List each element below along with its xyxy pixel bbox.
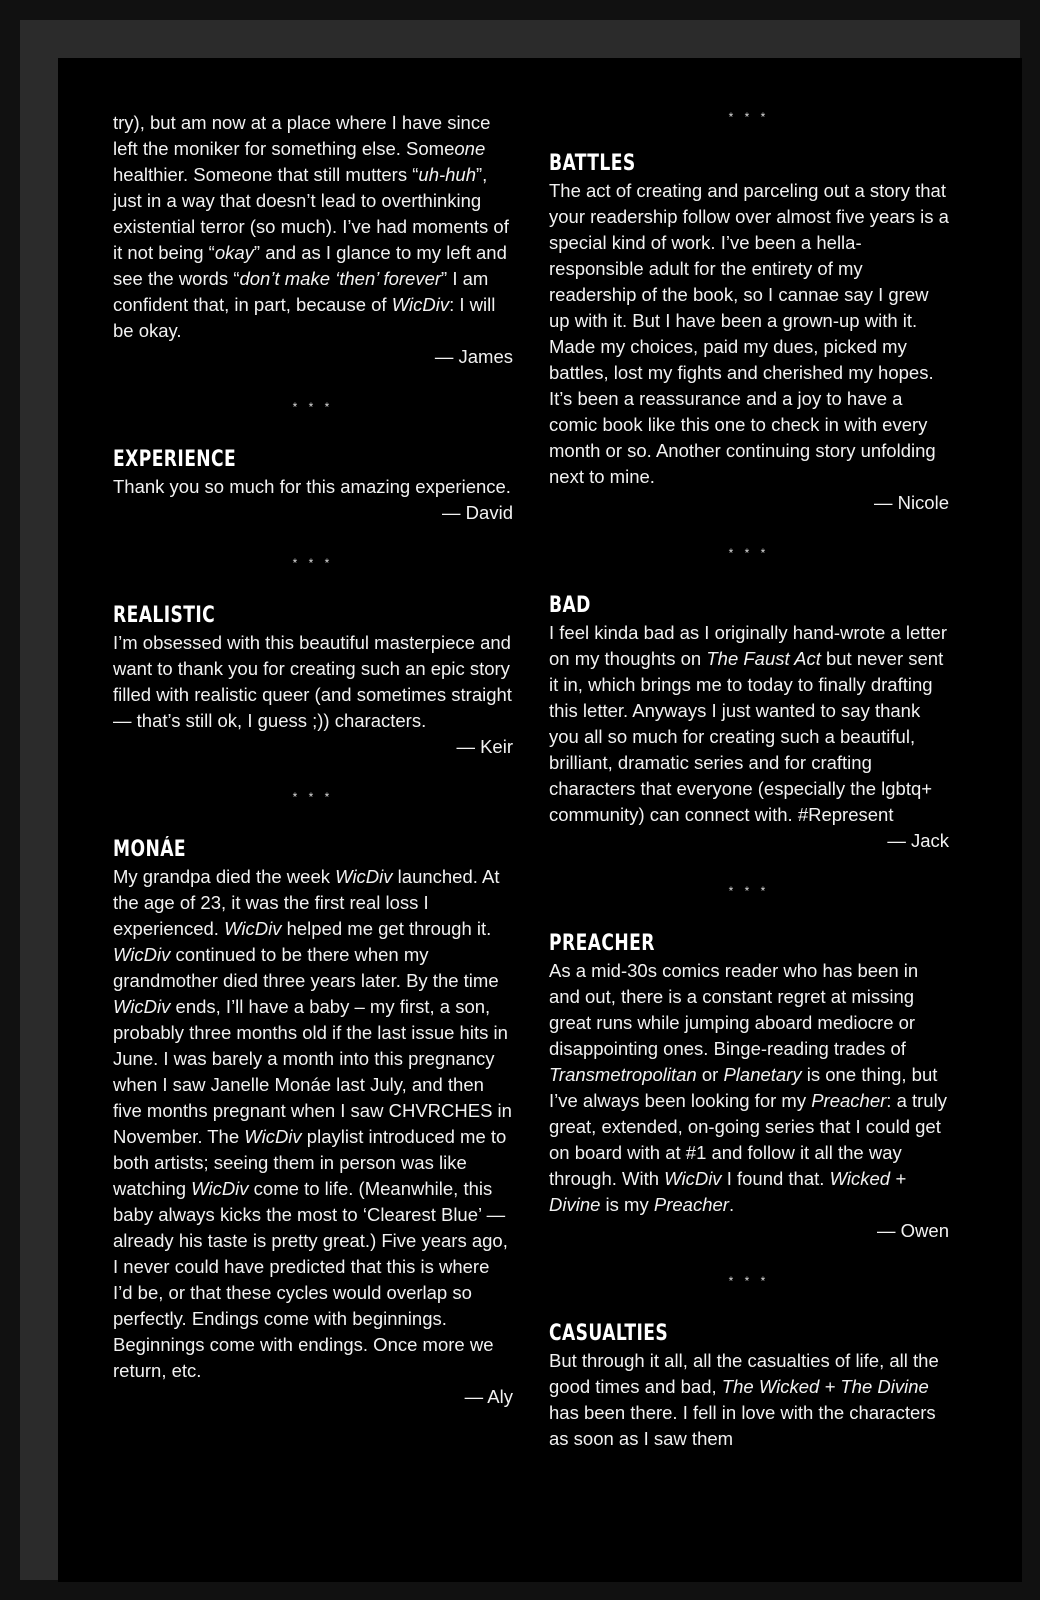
- emphasis: WicDiv: [391, 294, 450, 315]
- page-frame: [20, 20, 1020, 1580]
- text: : a truly great, extended, on-going series that I could get on board with at #1 and follow it all the way through. With: [549, 1090, 947, 1189]
- emphasis: The Faust Act: [706, 648, 821, 669]
- letter-heading: PREACHER: [549, 931, 655, 956]
- text: but never sent it in, which brings me to today to finally drafting this letter. Anyways I just wanted to say thank you all so much for creating such a beautiful, brilliant, dramatic series and for crafting characters that everyone (especially the lgbtq+ community) can connect with. #Represent: [549, 648, 944, 825]
- letter-signature: — Nicole: [873, 492, 949, 513]
- letter-heading: EXPERIENCE: [113, 447, 237, 472]
- text: playlist introduced me to both artists; seeing them in person was like watching: [113, 1126, 507, 1199]
- text: ” I am confident that, in part, because of: [113, 268, 489, 315]
- emphasis: WicDiv: [191, 1178, 249, 1199]
- text: My grandpa died the week: [113, 866, 336, 887]
- emphasis: WicDiv: [244, 1126, 302, 1147]
- letter-casualties: [549, 1320, 949, 1452]
- letter-body: I’m obsessed with this beautiful masterpiece and want to thank you for creating such an epic story filled with realistic queer (and sometimes straight — that’s still ok, I guess ;)) characters.: [113, 632, 512, 731]
- text: has been there. I fell in love with the characters as soon as I saw them: [549, 1402, 936, 1449]
- emphasis: WicDiv: [335, 866, 393, 887]
- section-separator: * * *: [728, 546, 770, 560]
- letter-body: [113, 864, 513, 1384]
- section-separator: * * *: [728, 110, 770, 124]
- section-separator: * * *: [728, 884, 770, 898]
- emphasis: one: [454, 138, 486, 159]
- text: or: [696, 1064, 724, 1085]
- emphasis: WicDiv: [113, 944, 171, 965]
- emphasis: The Wicked + The Divine: [721, 1376, 929, 1397]
- letter-signature: — Aly: [464, 1386, 513, 1407]
- emphasis: WicDiv: [224, 918, 282, 939]
- letter-signature: — David: [442, 502, 513, 523]
- text: launched. At the age of 23, it was the first real loss I experienced.: [113, 866, 500, 939]
- text: ”, just in a way that doesn’t lead to overthinking existential terror (so much). I’ve had moments of it not being “: [113, 164, 509, 263]
- letter-bad: [549, 592, 949, 854]
- letter-body: [549, 1348, 949, 1452]
- letter-heading: BATTLES: [549, 151, 636, 176]
- emphasis: Preacher: [811, 1090, 887, 1111]
- text: come to life. (Meanwhile, this baby always kicks the most to ‘Clearest Blue’ — already his taste is pretty great.) Five years ago, I never could have predicted that this is where I’d be, or that these cycles would overlap so perfectly. Endings come with beginnings. Beginnings come with endings. Once more we return, etc.: [113, 1178, 508, 1381]
- text: is my: [600, 1194, 654, 1215]
- section-separator: * * *: [292, 400, 334, 414]
- letter-experience: [113, 446, 513, 526]
- text: As a mid-30s comics reader who has been in and out, there is a constant regret at missing great runs while jumping aboard mediocre or disappointing ones. Binge-reading trades of: [549, 960, 919, 1059]
- emphasis: okay: [214, 242, 254, 263]
- letter-signature: — James: [434, 346, 513, 367]
- letter-body: [113, 110, 513, 344]
- letter-preacher: [549, 930, 949, 1244]
- emphasis: uh-huh: [418, 164, 477, 185]
- text: healthier. Someone that still mutters “: [113, 164, 419, 185]
- letter-body: The act of creating and parceling out a story that your readership follow over almost five years is a special kind of work. I’ve been a hella-responsible adult for the entirety of my readership of the book, so I cannae say I grew up with it. But I have been a grown-up with it. Made my choices, paid my dues, picked my battles, lost my fights and cherished my hopes. It’s been a reassurance and a joy to have a comic book like this one to check in with every month or so. Another continuing story unfolding next to mine.: [549, 180, 949, 487]
- letter-body: [549, 620, 949, 828]
- letter-heading: REALISTIC: [113, 603, 216, 628]
- emphasis: Transmetropolitan: [549, 1064, 697, 1085]
- left-column: [113, 110, 513, 1410]
- letter-james: [113, 110, 513, 370]
- letter-body: [549, 958, 949, 1218]
- text: ends, I’ll have a baby – my first, a son, probably three months old if the last issue hits in June. I was barely a month into this pregnancy when I saw Janelle Monáe last July, and then five months pregnant when I saw CHVRCHES in November. The: [113, 996, 512, 1147]
- letter-heading: CASUALTIES: [549, 1321, 669, 1346]
- section-separator: * * *: [728, 1274, 770, 1288]
- text: I feel kinda bad as I originally hand-wrote a letter on my thoughts on: [549, 622, 947, 669]
- emphasis: Wicked + Divine: [549, 1168, 906, 1215]
- section-separator: * * *: [292, 556, 334, 570]
- letter-heading: BAD: [549, 593, 591, 618]
- letters-page: [58, 58, 1022, 1582]
- emphasis: Planetary: [723, 1064, 802, 1085]
- text: : I will be okay.: [113, 294, 496, 341]
- letter-monae: [113, 836, 513, 1410]
- emphasis: don’t make ‘then’ forever: [239, 268, 442, 289]
- letter-heading: MONÁE: [113, 837, 186, 862]
- letter-signature: — Keir: [456, 736, 513, 757]
- letter-battles: [549, 150, 949, 516]
- letter-signature: — Jack: [887, 830, 949, 851]
- right-column: [549, 110, 949, 1452]
- emphasis: Preacher: [653, 1194, 729, 1215]
- text: But through it all, all the casualties of life, all the good times and bad,: [549, 1350, 939, 1397]
- section-separator: * * *: [292, 790, 334, 804]
- text: I found that.: [721, 1168, 830, 1189]
- emphasis: WicDiv: [664, 1168, 722, 1189]
- text: continued to be there when my grandmother died three years later. By the time: [113, 944, 499, 991]
- text: ” and as I glance to my left and see the words “: [113, 242, 507, 289]
- emphasis: WicDiv: [113, 996, 171, 1017]
- letter-signature: — Owen: [877, 1220, 949, 1241]
- letter-body: Thank you so much for this amazing experience.: [113, 476, 511, 497]
- text: try), but am now at a place where I have since left the moniker for something else. Some: [113, 112, 491, 159]
- text: .: [728, 1194, 735, 1215]
- letter-realistic: [113, 602, 513, 760]
- text: is one thing, but I’ve always been looking for my: [549, 1064, 938, 1111]
- text: helped me get through it.: [281, 918, 492, 939]
